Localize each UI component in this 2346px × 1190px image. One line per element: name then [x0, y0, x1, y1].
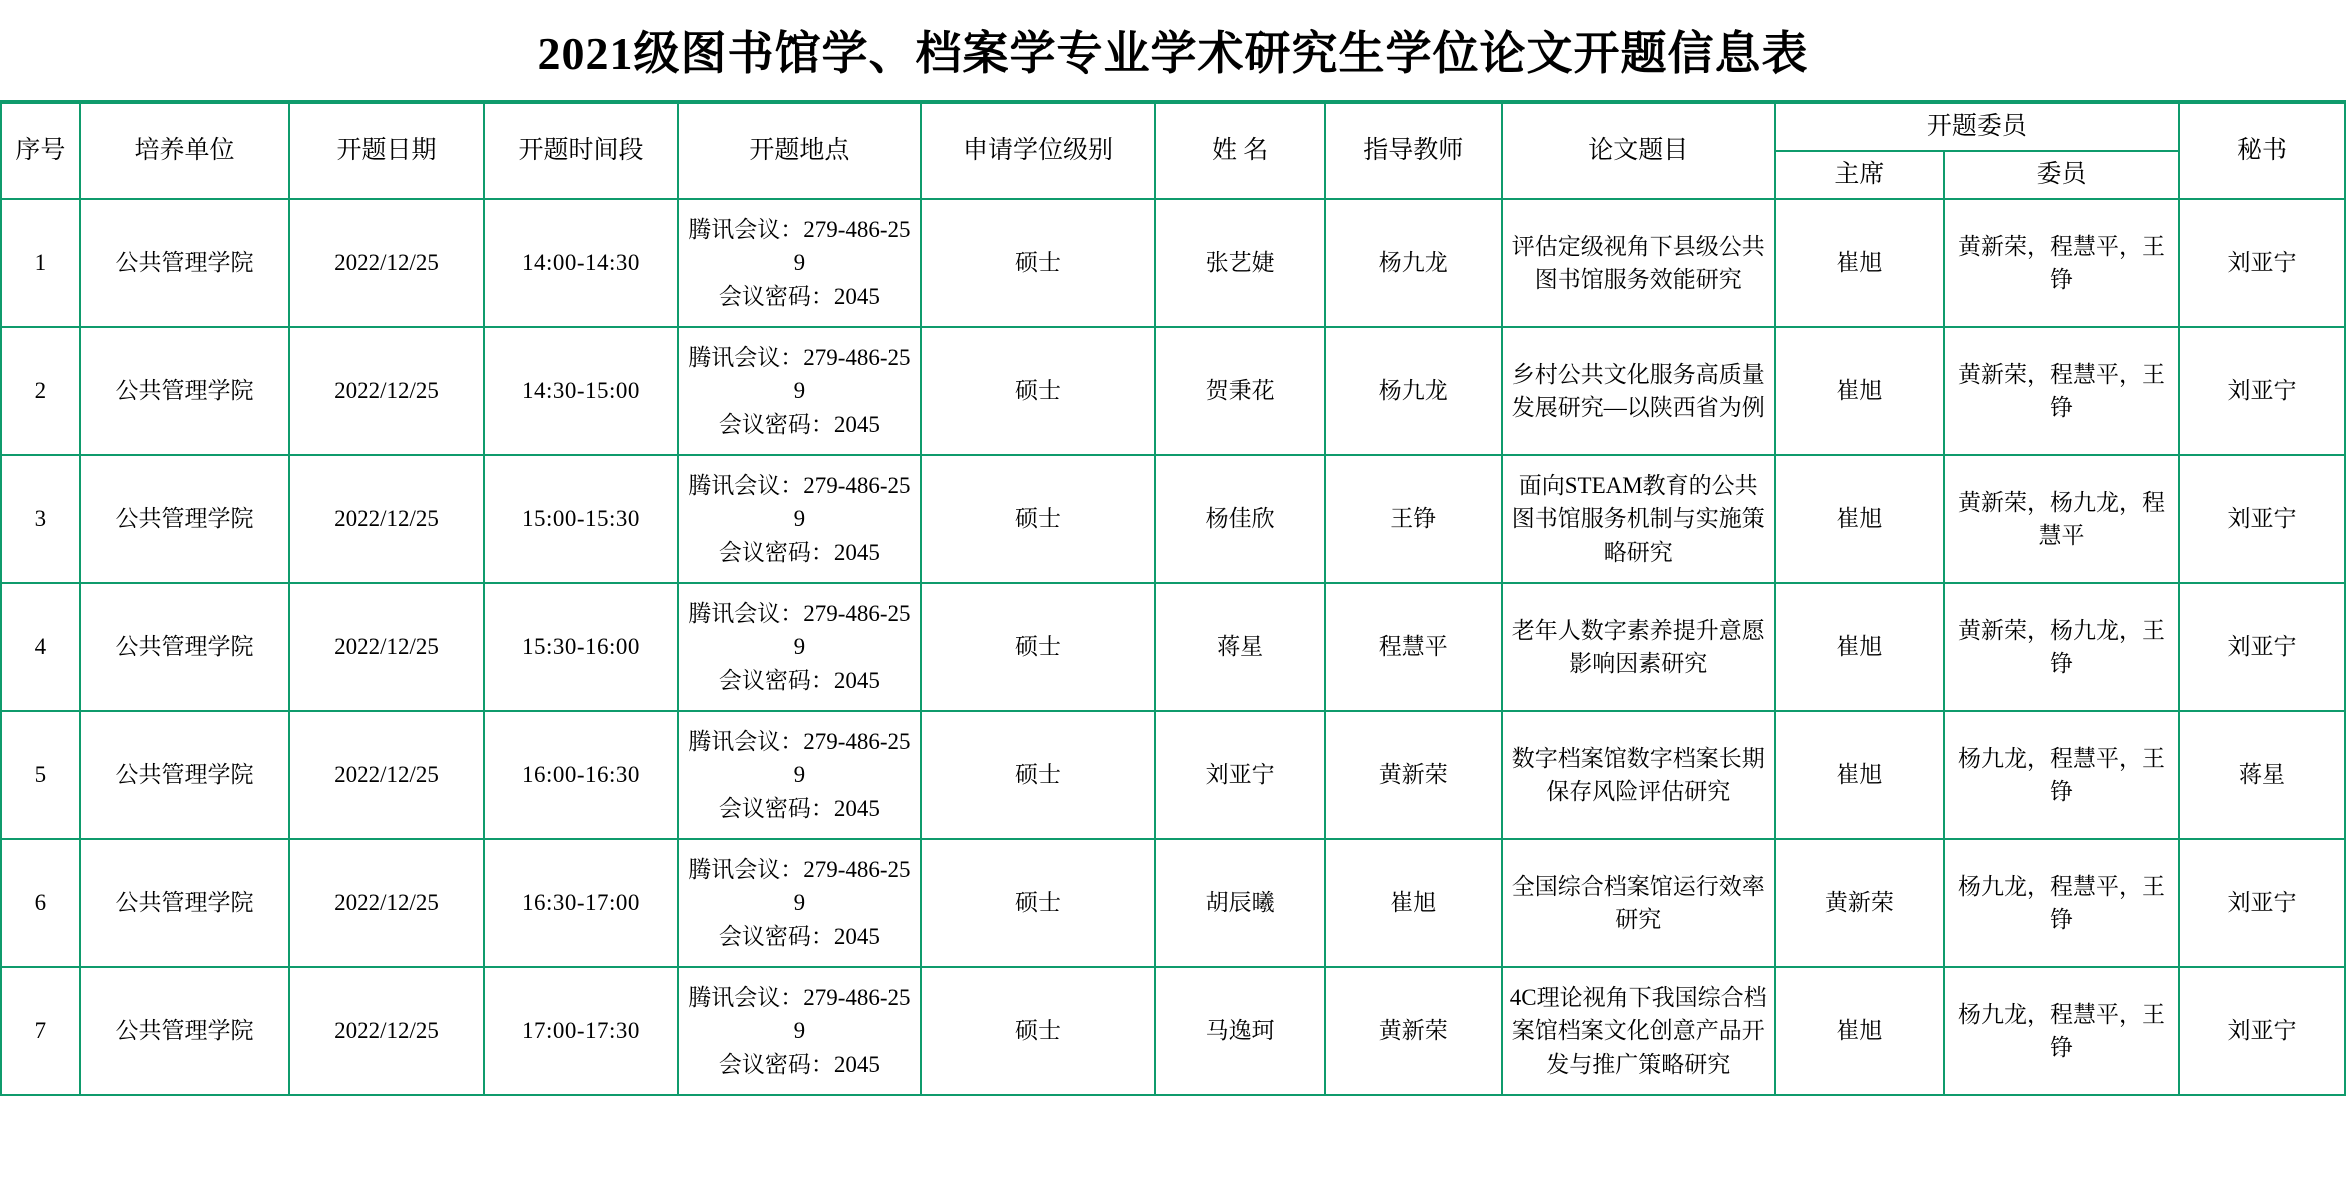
cell-name: 胡辰曦	[1155, 839, 1324, 967]
cell-member: 黄新荣，程慧平，王铮	[1944, 199, 2179, 327]
cell-adviser: 杨九龙	[1325, 327, 1502, 455]
cell-name: 张艺婕	[1155, 199, 1324, 327]
cell-date: 2022/12/25	[289, 327, 483, 455]
cell-unit: 公共管理学院	[80, 839, 290, 967]
cell-degree: 硕士	[921, 839, 1156, 967]
cell-member: 杨九龙，程慧平，王铮	[1944, 839, 2179, 967]
cell-adviser: 黄新荣	[1325, 711, 1502, 839]
table-body	[1, 199, 2345, 1095]
cell-unit: 公共管理学院	[80, 199, 290, 327]
cell-place: 腾讯会议：279-486-259 会议密码：2045	[678, 583, 920, 711]
column-header-name: 姓 名	[1155, 103, 1324, 199]
cell-topic: 乡村公共文化服务高质量发展研究—以陕西省为例	[1502, 327, 1775, 455]
cell-time: 17:00-17:30	[484, 967, 678, 1095]
cell-member: 杨九龙，程慧平，王铮	[1944, 967, 2179, 1095]
cell-num: 4	[1, 583, 80, 711]
cell-chair: 崔旭	[1775, 711, 1944, 839]
cell-time: 15:00-15:30	[484, 455, 678, 583]
cell-secretary: 刘亚宁	[2179, 327, 2345, 455]
title-row	[0, 8, 2346, 102]
cell-date: 2022/12/25	[289, 711, 483, 839]
table-row	[1, 199, 2345, 327]
cell-secretary: 刘亚宁	[2179, 199, 2345, 327]
column-header-adviser: 指导教师	[1325, 103, 1502, 199]
column-header-time: 开题时间段	[484, 103, 678, 199]
column-header-member: 委员	[1944, 151, 2179, 199]
cell-secretary: 蒋星	[2179, 711, 2345, 839]
cell-unit: 公共管理学院	[80, 967, 290, 1095]
cell-place: 腾讯会议：279-486-259 会议密码：2045	[678, 967, 920, 1095]
cell-place: 腾讯会议：279-486-259 会议密码：2045	[678, 199, 920, 327]
cell-num: 6	[1, 839, 80, 967]
cell-adviser: 黄新荣	[1325, 967, 1502, 1095]
column-header-unit: 培养单位	[80, 103, 290, 199]
cell-adviser: 杨九龙	[1325, 199, 1502, 327]
cell-time: 14:30-15:00	[484, 327, 678, 455]
cell-degree: 硕士	[921, 327, 1156, 455]
cell-topic: 全国综合档案馆运行效率研究	[1502, 839, 1775, 967]
cell-degree: 硕士	[921, 967, 1156, 1095]
cell-secretary: 刘亚宁	[2179, 583, 2345, 711]
cell-degree: 硕士	[921, 583, 1156, 711]
table-row	[1, 455, 2345, 583]
cell-time: 16:30-17:00	[484, 839, 678, 967]
cell-place: 腾讯会议：279-486-259 会议密码：2045	[678, 455, 920, 583]
cell-name: 刘亚宁	[1155, 711, 1324, 839]
cell-unit: 公共管理学院	[80, 327, 290, 455]
table-head	[1, 103, 2345, 199]
cell-date: 2022/12/25	[289, 967, 483, 1095]
cell-chair: 崔旭	[1775, 199, 1944, 327]
cell-member: 黄新荣，杨九龙，王铮	[1944, 583, 2179, 711]
cell-member: 黄新荣，杨九龙，程慧平	[1944, 455, 2179, 583]
cell-date: 2022/12/25	[289, 455, 483, 583]
cell-time: 15:30-16:00	[484, 583, 678, 711]
cell-topic: 4C理论视角下我国综合档案馆档案文化创意产品开发与推广策略研究	[1502, 967, 1775, 1095]
cell-adviser: 王铮	[1325, 455, 1502, 583]
cell-name: 杨佳欣	[1155, 455, 1324, 583]
cell-adviser: 崔旭	[1325, 839, 1502, 967]
cell-num: 3	[1, 455, 80, 583]
cell-num: 5	[1, 711, 80, 839]
column-header-chair: 主席	[1775, 151, 1944, 199]
cell-topic: 面向STEAM教育的公共图书馆服务机制与实施策略研究	[1502, 455, 1775, 583]
cell-unit: 公共管理学院	[80, 455, 290, 583]
column-header-degree: 申请学位级别	[921, 103, 1156, 199]
table-header-row-1	[1, 103, 2345, 151]
cell-chair: 黄新荣	[1775, 839, 1944, 967]
cell-num: 1	[1, 199, 80, 327]
cell-date: 2022/12/25	[289, 583, 483, 711]
cell-name: 贺秉花	[1155, 327, 1324, 455]
table-row	[1, 839, 2345, 967]
table-row	[1, 967, 2345, 1095]
table-row	[1, 711, 2345, 839]
cell-degree: 硕士	[921, 455, 1156, 583]
cell-unit: 公共管理学院	[80, 583, 290, 711]
cell-secretary: 刘亚宁	[2179, 839, 2345, 967]
cell-chair: 崔旭	[1775, 327, 1944, 455]
cell-member: 黄新荣，程慧平，王铮	[1944, 327, 2179, 455]
cell-time: 16:00-16:30	[484, 711, 678, 839]
cell-time: 14:00-14:30	[484, 199, 678, 327]
cell-place: 腾讯会议：279-486-259 会议密码：2045	[678, 711, 920, 839]
top-margin	[0, 0, 2346, 8]
column-header-committee-group: 开题委员	[1775, 103, 2179, 151]
cell-topic: 评估定级视角下县级公共图书馆服务效能研究	[1502, 199, 1775, 327]
cell-secretary: 刘亚宁	[2179, 455, 2345, 583]
cell-num: 7	[1, 967, 80, 1095]
thesis-proposal-table	[0, 102, 2346, 1096]
cell-topic: 数字档案馆数字档案长期保存风险评估研究	[1502, 711, 1775, 839]
cell-num: 2	[1, 327, 80, 455]
cell-chair: 崔旭	[1775, 967, 1944, 1095]
table-row	[1, 327, 2345, 455]
cell-name: 蒋星	[1155, 583, 1324, 711]
cell-place: 腾讯会议：279-486-259 会议密码：2045	[678, 839, 920, 967]
cell-secretary: 刘亚宁	[2179, 967, 2345, 1095]
column-header-secretary: 秘书	[2179, 103, 2345, 199]
cell-chair: 崔旭	[1775, 583, 1944, 711]
page-title: 2021级图书馆学、档案学专业学术研究生学位论文开题信息表	[537, 27, 1809, 79]
column-header-num: 序号	[1, 103, 80, 199]
cell-member: 杨九龙，程慧平，王铮	[1944, 711, 2179, 839]
cell-name: 马逸珂	[1155, 967, 1324, 1095]
cell-topic: 老年人数字素养提升意愿影响因素研究	[1502, 583, 1775, 711]
cell-date: 2022/12/25	[289, 199, 483, 327]
cell-degree: 硕士	[921, 199, 1156, 327]
column-header-topic: 论文题目	[1502, 103, 1775, 199]
cell-date: 2022/12/25	[289, 839, 483, 967]
column-header-date: 开题日期	[289, 103, 483, 199]
cell-unit: 公共管理学院	[80, 711, 290, 839]
column-header-place: 开题地点	[678, 103, 920, 199]
cell-chair: 崔旭	[1775, 455, 1944, 583]
cell-degree: 硕士	[921, 711, 1156, 839]
cell-place: 腾讯会议：279-486-259 会议密码：2045	[678, 327, 920, 455]
table-row	[1, 583, 2345, 711]
cell-adviser: 程慧平	[1325, 583, 1502, 711]
